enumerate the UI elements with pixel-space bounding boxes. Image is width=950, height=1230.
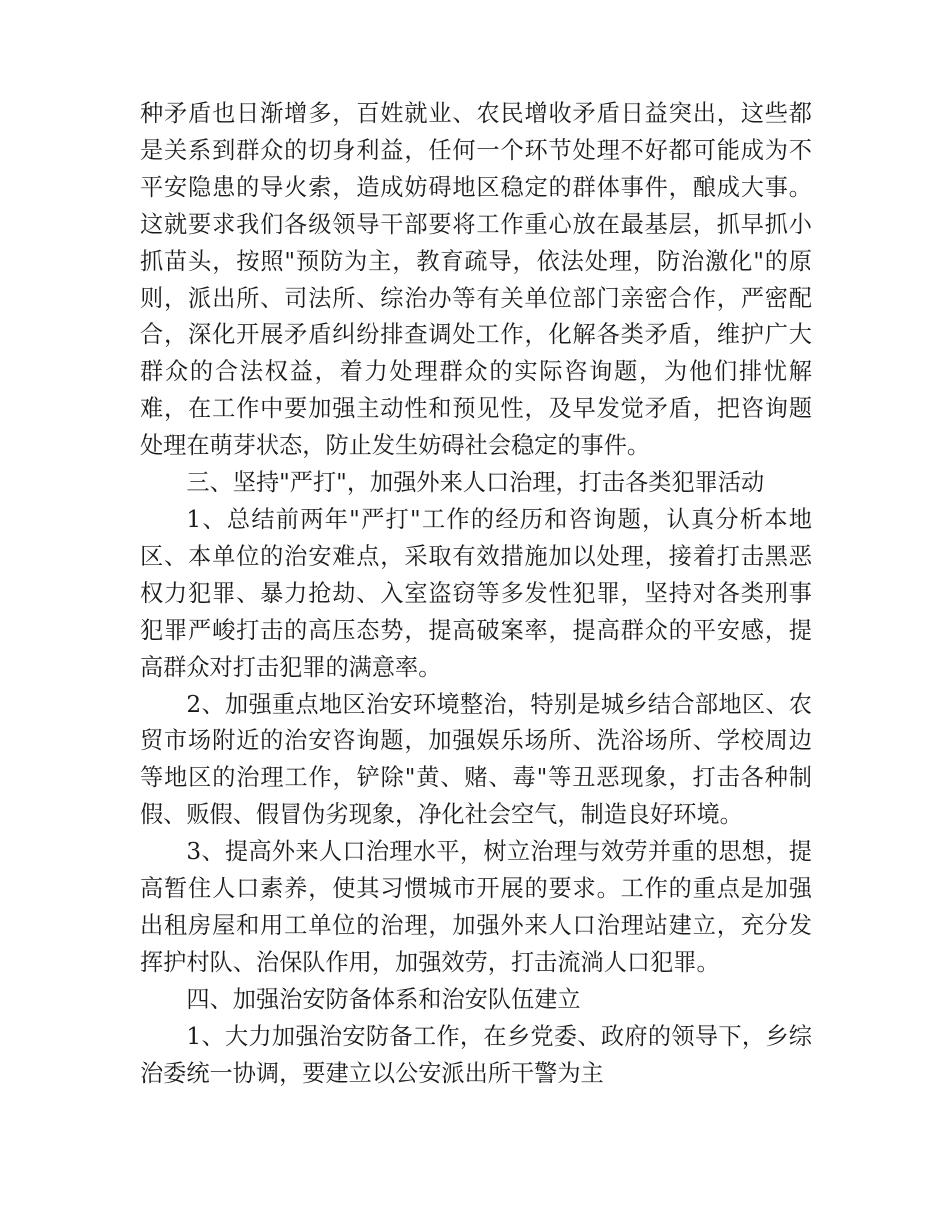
- document-page: [140, 96, 812, 1092]
- paragraph-3-1: 1、总结前两年"严打"工作的经历和咨询题，认真分析本地区、本单位的治安难点，采取有效措施加以处理，接着打击黑恶权力犯罪、暴力抢劫、入室盗窃等多发性犯罪，坚持对各类刑事犯罪严峻打击的高压态势，提高破案率，提高群众的平安感，提高群众对打击犯罪的满意率。: [140, 505, 812, 681]
- paragraph-3-2: 2、加强重点地区治安环境整治，特别是城乡结合部地区、农贸市场附近的治安咨询题，加强娱乐场所、洗浴场所、学校周边等地区的治理工作，铲除"黄、赌、毒"等丑恶现象，打击各种制假、贩假、假冒伪劣现象，净化社会空气，制造良好环境。: [140, 690, 812, 829]
- section-heading-4: 四、加强治安防备体系和治安队伍建立: [186, 985, 581, 1013]
- section-heading-3: 三、坚持"严打"，加强外来人口治理，打击各类犯罪活动: [186, 469, 765, 497]
- paragraph-continuation: 种矛盾也日渐增多，百姓就业、农民增收矛盾日益突出，这些都是关系到群众的切身利益，任何一个环节处理不好都可能成为不平安隐患的导火索，造成妨碍地区稳定的群体事件，酿成大事。这就要求我们各级领导干部要将工作重心放在最基层，抓早抓小抓苗头，按照"预防为主，教育疏导，依法处理，防治激化"的原则，派出所、司法所、综治办等有关单位部门亲密合作，严密配合，深化开展矛盾纠纷排查调处工作，化解各类矛盾，维护广大群众的合法权益，着力处理群众的实际咨询题，为他们排忧解难，在工作中要加强主动性和预见性，及早发觉矛盾，把咨询题处理在萌芽状态，防止发生妨碍社会稳定的事件。: [140, 100, 812, 460]
- paragraph-3-3: 3、提高外来人口治理水平，树立治理与效劳并重的思想，提高暂住人口素养，使其习惯城市开展的要求。工作的重点是加强出租房屋和用工单位的治理，加强外来人口治理站建立，充分发挥护村队、治保队作用，加强效劳，打击流淌人口犯罪。: [140, 838, 812, 976]
- paragraph-4-1: 1、大力加强治安防备工作，在乡党委、政府的领导下，乡综治委统一协调，要建立以公安派出所干警为主: [140, 1022, 812, 1087]
